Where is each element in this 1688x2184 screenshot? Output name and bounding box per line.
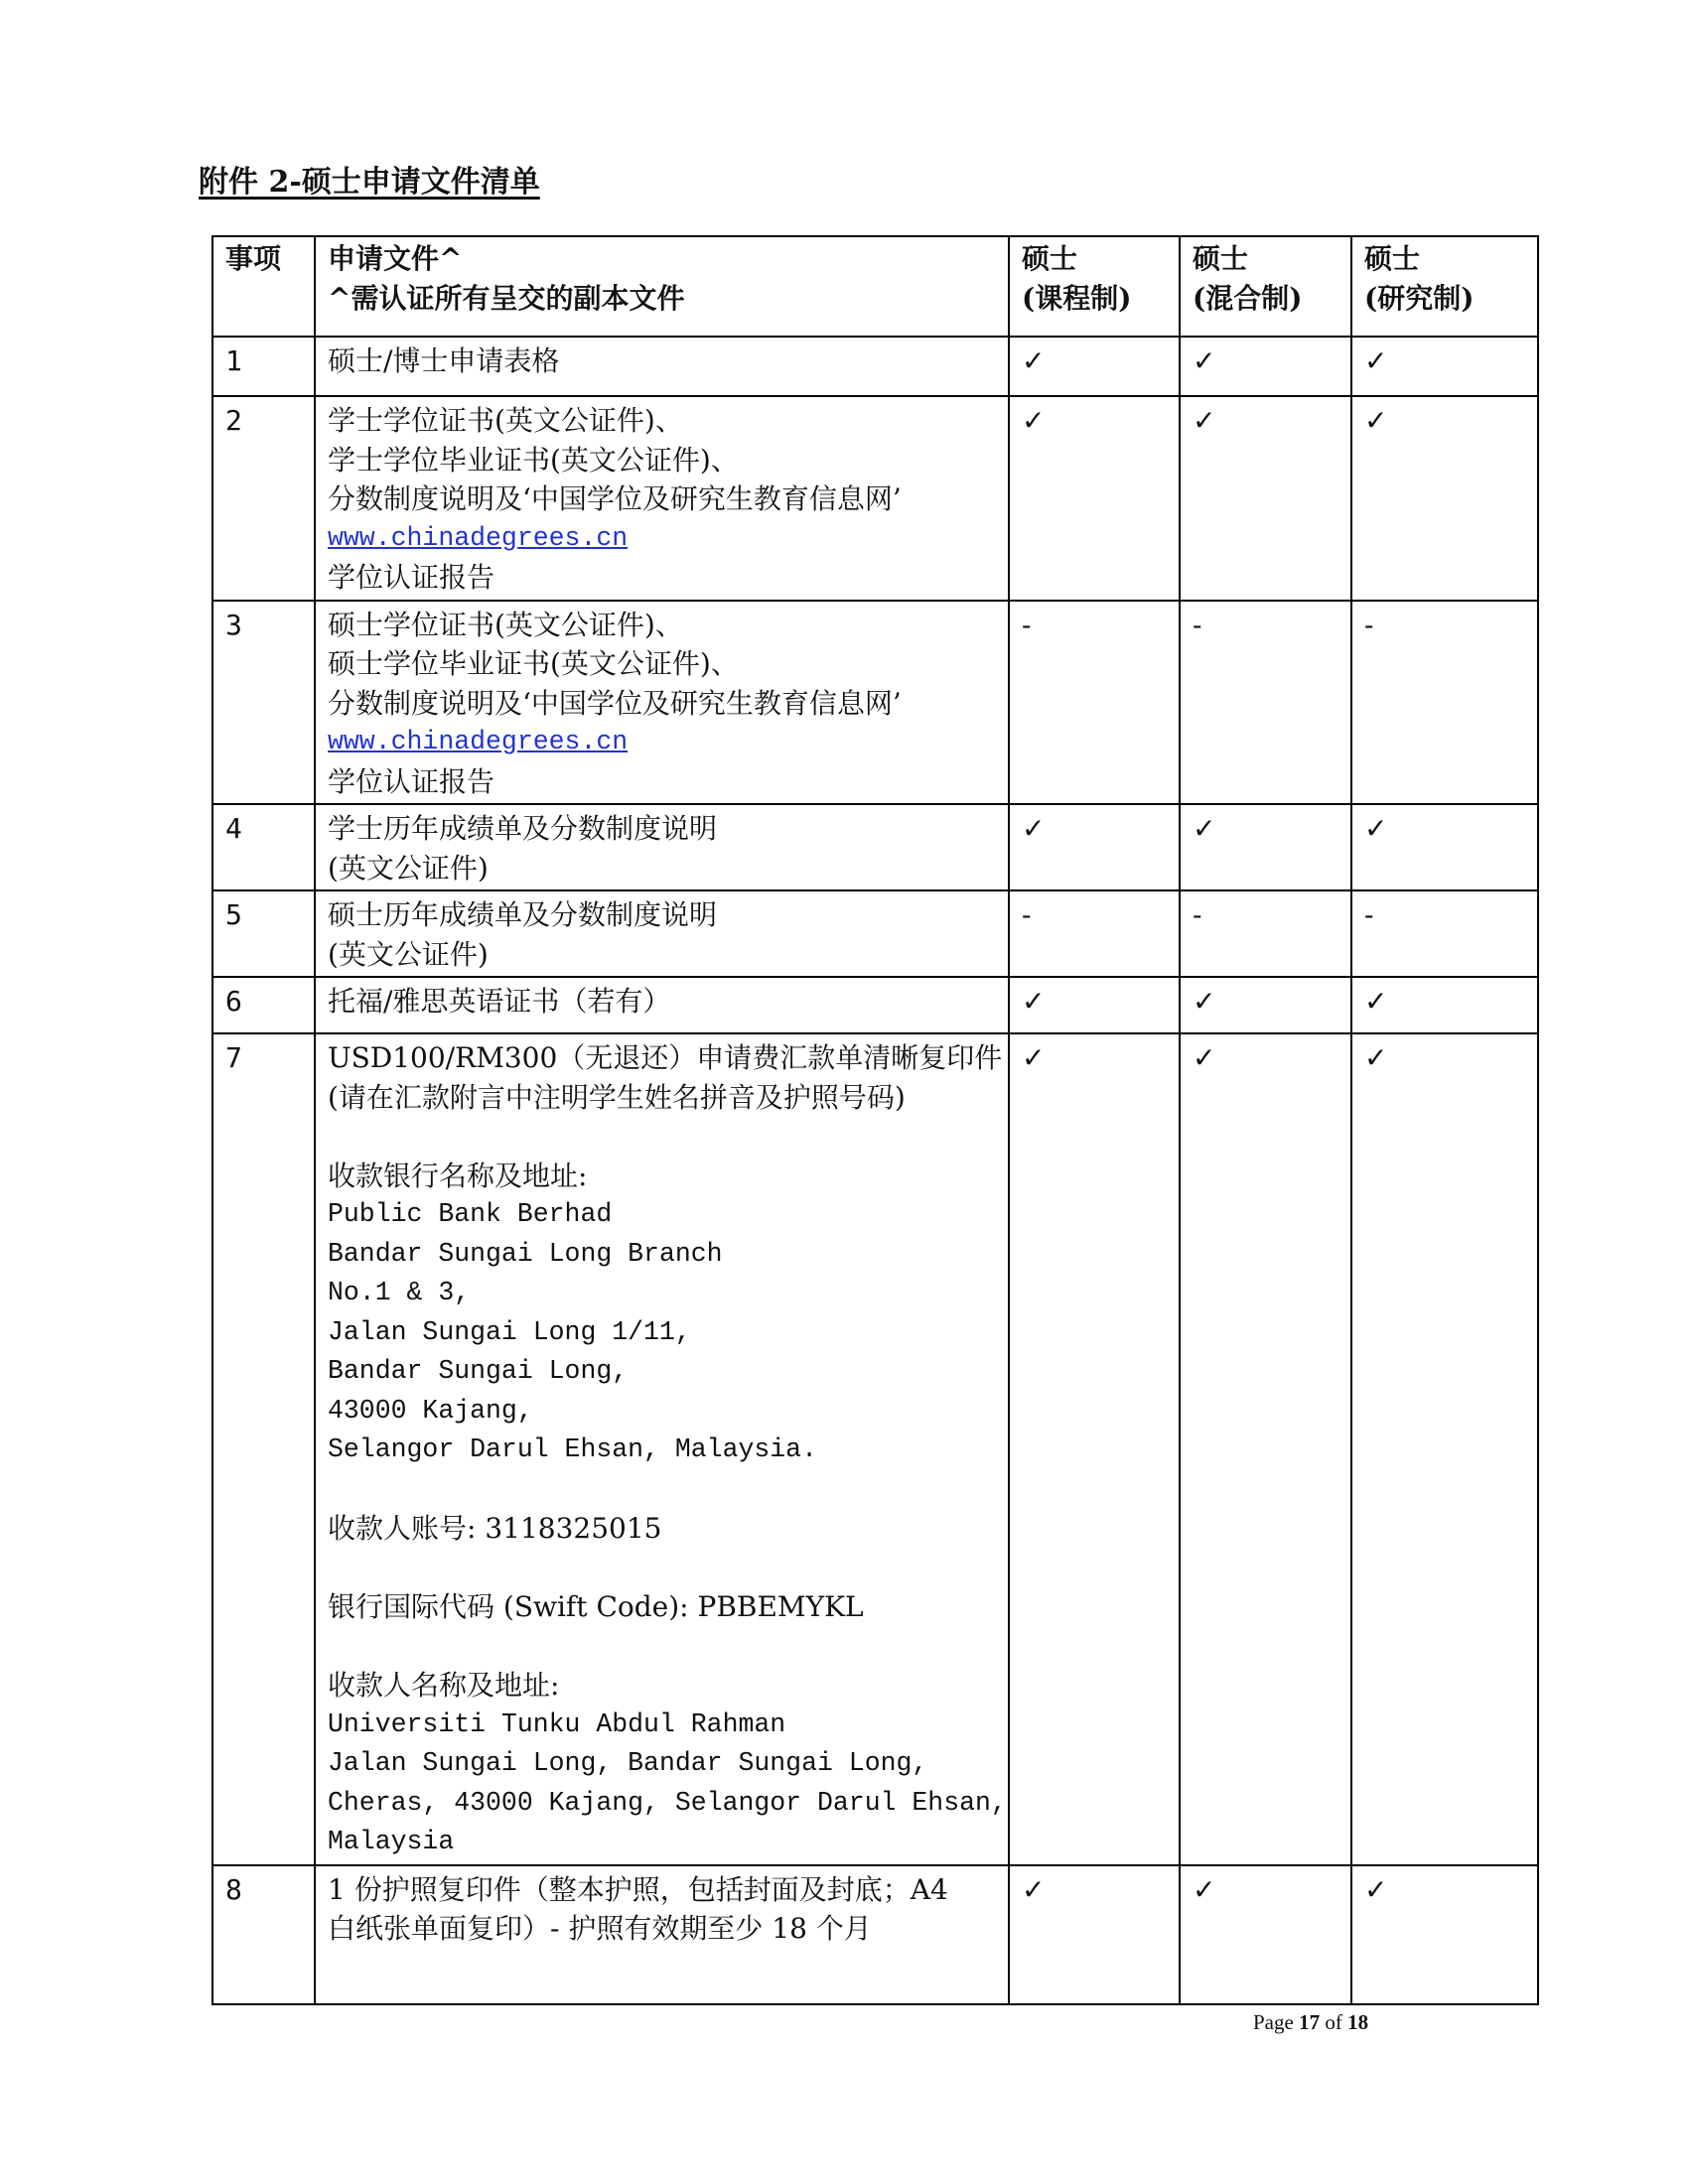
total-pages: 18 bbox=[1347, 2010, 1369, 2034]
check-mark: ✓ bbox=[1009, 977, 1180, 1033]
row-number: 3 bbox=[212, 601, 315, 805]
bank-heading: 收款银行名称及地址: bbox=[328, 1159, 588, 1192]
check-mark: ✓ bbox=[1351, 337, 1538, 396]
dash-mark: - bbox=[1009, 890, 1180, 977]
row-documents: 硕士/博士申请表格 bbox=[315, 337, 1009, 396]
dash-mark: - bbox=[1180, 890, 1351, 977]
row-documents: 学士历年成绩单及分数制度说明 (英文公证件) bbox=[315, 804, 1009, 890]
page-word: Page bbox=[1253, 2010, 1294, 2034]
table-row bbox=[212, 977, 1538, 1033]
table-header-row bbox=[212, 236, 1538, 337]
check-mark: ✓ bbox=[1009, 804, 1180, 890]
row-documents: 硕士历年成绩单及分数制度说明 (英文公证件) bbox=[315, 890, 1009, 977]
account-number: 收款人账号: 3118325015 bbox=[328, 1512, 662, 1545]
row-number: 7 bbox=[212, 1033, 315, 1865]
row-documents: 硕士学位证书(英文公证件)、 硕士学位毕业证书(英文公证件)、 分数制度说明及‘中国学位及研究生教育信息网’ www.chinadegrees.cn 学位认证报告 bbox=[315, 601, 1009, 805]
check-mark: ✓ bbox=[1351, 977, 1538, 1033]
table-row bbox=[212, 337, 1538, 396]
dash-mark: - bbox=[1009, 601, 1180, 805]
check-mark: ✓ bbox=[1009, 1865, 1180, 2004]
row-number: 8 bbox=[212, 1865, 315, 2004]
row-documents: 托福/雅思英语证书（若有） bbox=[315, 977, 1009, 1033]
check-mark: ✓ bbox=[1180, 396, 1351, 601]
check-mark: ✓ bbox=[1351, 396, 1538, 601]
row-documents: USD100/RM300（无退还）申请费汇款单清晰复印件 (请在汇款附言中注明学生姓名拼音及护照号码) 收款银行名称及地址: Public Bank Berhad Bandar Sungai Long Branch No.1 & 3, Jalan Sungai Long 1/11, Bandar Sungai Long, 43000 Kajang, Selangor Darul Ehsan, Malaysia. 收款人账号: 3118325015 银行国际代码 (Swift Code): PBBEMYKL 收款人名称及地址: Universiti Tunku Abdul Rahman Jalan Sungai Long, Bandar Sungai Long, Cheras, 43000 Kajang, Selangor Darul Ehsan, Malaysia bbox=[315, 1033, 1009, 1865]
chinadegrees-link[interactable]: www.chinadegrees.cn bbox=[328, 727, 629, 756]
check-mark: ✓ bbox=[1009, 337, 1180, 396]
check-mark: ✓ bbox=[1180, 804, 1351, 890]
check-mark: ✓ bbox=[1351, 804, 1538, 890]
table-row bbox=[212, 396, 1538, 601]
row-number: 4 bbox=[212, 804, 315, 890]
header-item: 事项 bbox=[212, 236, 315, 337]
header-mixed: 硕士 (混合制) bbox=[1180, 236, 1351, 337]
page-title: 附件 2-硕士申请文件清单 bbox=[199, 165, 540, 200]
table-row bbox=[212, 601, 1538, 805]
check-mark: ✓ bbox=[1180, 1033, 1351, 1865]
table-row bbox=[212, 804, 1538, 890]
row-documents: 1 份护照复印件（整本护照，包括封面及封底；A4 白纸张单面复印）- 护照有效期至少 18 个月 bbox=[315, 1865, 1009, 2004]
dash-mark: - bbox=[1351, 601, 1538, 805]
table-row bbox=[212, 1033, 1538, 1865]
table-row bbox=[212, 1865, 1538, 2004]
of-word: of bbox=[1325, 2010, 1342, 2034]
row-number: 1 bbox=[212, 337, 315, 396]
dash-mark: - bbox=[1351, 890, 1538, 977]
row-number: 5 bbox=[212, 890, 315, 977]
document-checklist-table bbox=[211, 235, 1539, 2005]
check-mark: ✓ bbox=[1009, 1033, 1180, 1865]
header-documents: 申请文件^ ^需认证所有呈交的副本文件 bbox=[315, 236, 1009, 337]
check-mark: ✓ bbox=[1180, 977, 1351, 1033]
row-documents: 学士学位证书(英文公证件)、 学士学位毕业证书(英文公证件)、 分数制度说明及‘中国学位及研究生教育信息网’ www.chinadegrees.cn 学位认证报告 bbox=[315, 396, 1009, 601]
check-mark: ✓ bbox=[1009, 396, 1180, 601]
row-number: 6 bbox=[212, 977, 315, 1033]
chinadegrees-link[interactable]: www.chinadegrees.cn bbox=[328, 522, 629, 553]
page-footer bbox=[1253, 2010, 1368, 2035]
check-mark: ✓ bbox=[1351, 1865, 1538, 2004]
row-number: 2 bbox=[212, 396, 315, 601]
header-coursework: 硕士 (课程制) bbox=[1009, 236, 1180, 337]
payee-heading: 收款人名称及地址: bbox=[328, 1669, 560, 1702]
dash-mark: - bbox=[1180, 601, 1351, 805]
current-page: 17 bbox=[1299, 2010, 1321, 2034]
table-row bbox=[212, 890, 1538, 977]
check-mark: ✓ bbox=[1180, 337, 1351, 396]
check-mark: ✓ bbox=[1351, 1033, 1538, 1865]
check-mark: ✓ bbox=[1180, 1865, 1351, 2004]
swift-code: 银行国际代码 (Swift Code): PBBEMYKL bbox=[328, 1590, 864, 1623]
header-research: 硕士 (研究制) bbox=[1351, 236, 1538, 337]
